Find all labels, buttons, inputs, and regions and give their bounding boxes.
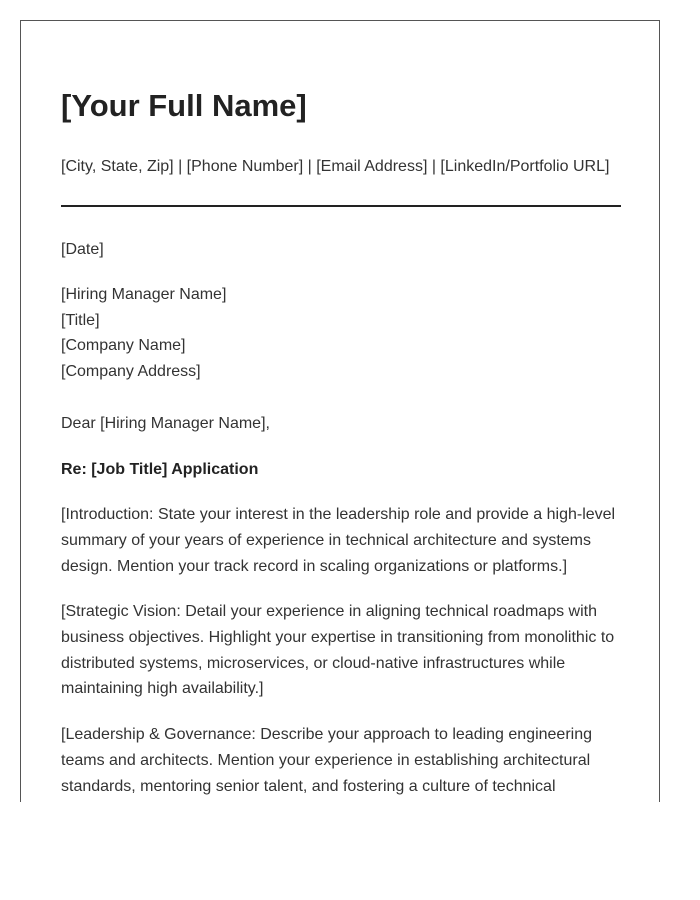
salutation: Dear [Hiring Manager Name], xyxy=(61,415,270,432)
recipient-name: [Hiring Manager Name] xyxy=(61,286,227,303)
applicant-name: [Your Full Name] xyxy=(61,88,307,123)
letter-page xyxy=(20,20,660,802)
paragraph-leadership-governance: [Leadership & Governance: Describe your approach to leading engineering teams and architects. Mention your experience in establishing architectural standards, mentoring senior talent, and fostering a culture of technical xyxy=(61,726,593,795)
recipient-company: [Company Name] xyxy=(61,337,186,355)
subject-line: Re: [Job Title] Application xyxy=(61,461,259,478)
recipient-title: [Title] xyxy=(61,311,100,329)
contact-line: [City, State, Zip] | [Phone Number] | [Email Address] | [LinkedIn/Portfolio URL] xyxy=(61,158,610,175)
recipient-company-address: [Company Address] xyxy=(61,362,201,380)
paragraph-introduction: [Introduction: State your interest in the leadership role and provide a high-level summary of your years of experience in technical architecture and systems design. Mention your track record in scaling organizations or platforms.] xyxy=(61,506,616,575)
recipient-address-block xyxy=(61,282,226,384)
letter-date: [Date] xyxy=(61,241,104,258)
paragraph-strategic-vision: [Strategic Vision: Detail your experience in aligning technical roadmaps with business objectives. Highlight your expertise in transitioning from monolithic to distributed systems, microservices, or cloud-native infrastructures while maintaining high availability.] xyxy=(61,603,615,698)
header-divider xyxy=(61,205,621,207)
